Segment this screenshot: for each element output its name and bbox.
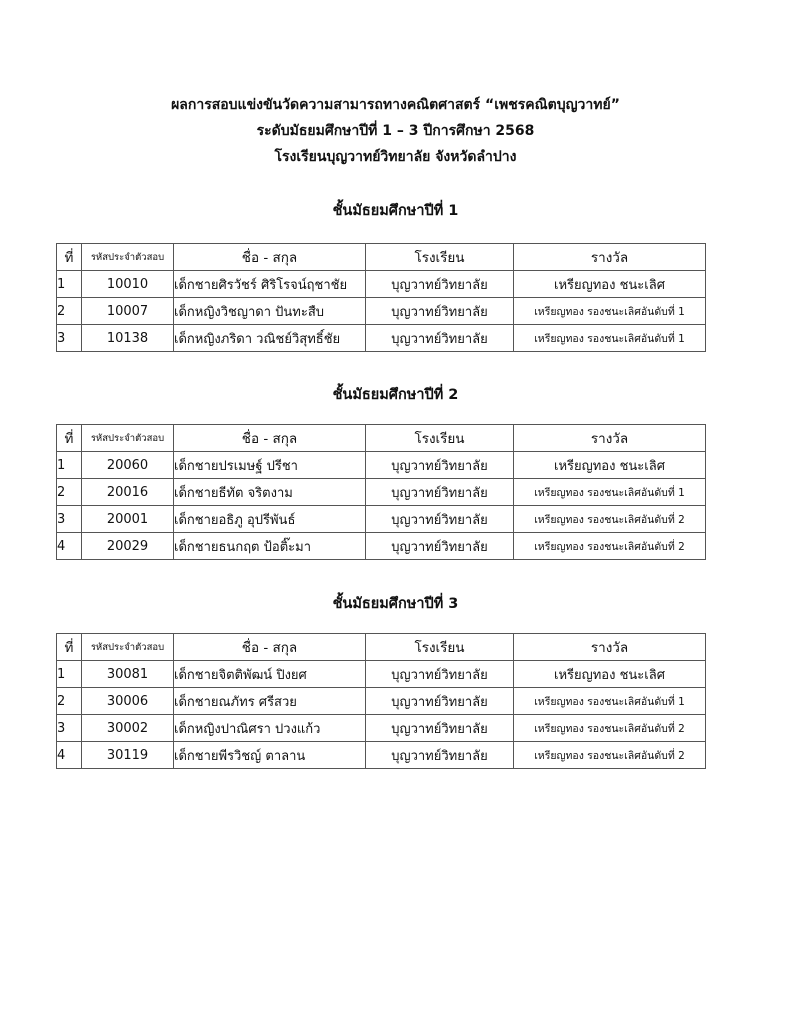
column-header-name: ชื่อ - สกุล (174, 425, 366, 452)
column-header-award: รางวัล (514, 634, 706, 661)
cell-code: 20029 (82, 533, 174, 560)
cell-award: เหรียญทอง รองชนะเลิศอันดับที่ 2 (514, 506, 706, 533)
cell-award: เหรียญทอง ชนะเลิศ (514, 661, 706, 688)
cell-school: บุญวาทย์วิทยาลัย (366, 661, 514, 688)
cell-code: 20060 (82, 452, 174, 479)
level-title: ชั้นมัธยมศึกษาปีที่ 2 (332, 387, 459, 403)
cell-code: 10007 (82, 298, 174, 325)
cell-code: 10010 (82, 271, 174, 298)
cell-no: 3 (57, 325, 82, 352)
cell-no: 1 (57, 271, 82, 298)
cell-name: เด็กชายอธิภู อุปรีพันธ์ (174, 506, 366, 533)
cell-name: เด็กชายปรเมษฐ์ ปรีชา (174, 452, 366, 479)
column-header-school: โรงเรียน (366, 425, 514, 452)
table-header-row (57, 634, 706, 661)
cell-award: เหรียญทอง รองชนะเลิศอันดับที่ 1 (514, 325, 706, 352)
cell-school: บุญวาทย์วิทยาลัย (366, 271, 514, 298)
column-header-award: รางวัล (514, 244, 706, 271)
cell-name: เด็กชายณภัทร ศรีสวย (174, 688, 366, 715)
cell-no: 2 (57, 298, 82, 325)
cell-code: 30002 (82, 715, 174, 742)
cell-school: บุญวาทย์วิทยาลัย (366, 325, 514, 352)
column-header-name: ชื่อ - สกุล (174, 634, 366, 661)
results-table (56, 633, 706, 769)
cell-award: เหรียญทอง รองชนะเลิศอันดับที่ 2 (514, 742, 706, 769)
column-header-school: โรงเรียน (366, 244, 514, 271)
cell-name: เด็กหญิงปาณิศรา ปวงแก้ว (174, 715, 366, 742)
level-title: ชั้นมัธยมศึกษาปีที่ 1 (332, 203, 459, 219)
cell-school: บุญวาทย์วิทยาลัย (366, 298, 514, 325)
table-row (57, 715, 706, 742)
table-row (57, 479, 706, 506)
school-and-province: โรงเรียนบุญวาทย์วิทยาลัย จังหวัดลำปาง (274, 149, 517, 165)
table-row (57, 742, 706, 769)
cell-no: 4 (57, 533, 82, 560)
cell-no: 1 (57, 452, 82, 479)
cell-name: เด็กชายพีรวิชญ์ ตาลาน (174, 742, 366, 769)
cell-name: เด็กหญิงวิชญาดา ปันทะสืบ (174, 298, 366, 325)
table-header-row (57, 244, 706, 271)
cell-no: 1 (57, 661, 82, 688)
cell-code: 30006 (82, 688, 174, 715)
cell-name: เด็กชายธนกฤต ป้อติ๊ะมา (174, 533, 366, 560)
cell-name: เด็กชายธีทัต จริตงาม (174, 479, 366, 506)
column-header-code: รหัสประจำตัวสอบ (82, 425, 174, 452)
column-header-code: รหัสประจำตัวสอบ (82, 634, 174, 661)
column-header-school: โรงเรียน (366, 634, 514, 661)
table-row (57, 298, 706, 325)
cell-school: บุญวาทย์วิทยาลัย (366, 688, 514, 715)
cell-award: เหรียญทอง รองชนะเลิศอันดับที่ 1 (514, 298, 706, 325)
cell-school: บุญวาทย์วิทยาลัย (366, 533, 514, 560)
cell-name: เด็กชายศิรวัชร์ ศิริโรจน์ฤชาชัย (174, 271, 366, 298)
cell-school: บุญวาทย์วิทยาลัย (366, 506, 514, 533)
cell-school: บุญวาทย์วิทยาลัย (366, 715, 514, 742)
cell-code: 20001 (82, 506, 174, 533)
cell-award: เหรียญทอง รองชนะเลิศอันดับที่ 2 (514, 715, 706, 742)
cell-code: 10138 (82, 325, 174, 352)
table-row (57, 506, 706, 533)
cell-no: 2 (57, 688, 82, 715)
column-header-award: รางวัล (514, 425, 706, 452)
cell-award: เหรียญทอง ชนะเลิศ (514, 271, 706, 298)
competition-title: ผลการสอบแข่งขันวัดความสามารถทางคณิตศาสตร์ “เพชรคณิตบุญวาทย์” (171, 97, 620, 113)
cell-code: 20016 (82, 479, 174, 506)
cell-no: 3 (57, 715, 82, 742)
column-header-no: ที่ (57, 425, 82, 452)
results-table (56, 424, 706, 560)
results-table (56, 243, 706, 352)
cell-no: 2 (57, 479, 82, 506)
table-row (57, 271, 706, 298)
table-row (57, 325, 706, 352)
cell-no: 3 (57, 506, 82, 533)
table-row (57, 533, 706, 560)
document-header (0, 92, 791, 170)
cell-award: เหรียญทอง รองชนะเลิศอันดับที่ 1 (514, 688, 706, 715)
cell-award: เหรียญทอง ชนะเลิศ (514, 452, 706, 479)
cell-name: เด็กชายจิตติพัฒน์ ปิงยศ (174, 661, 366, 688)
column-header-name: ชื่อ - สกุล (174, 244, 366, 271)
cell-code: 30081 (82, 661, 174, 688)
column-header-no: ที่ (57, 634, 82, 661)
table-row (57, 661, 706, 688)
cell-school: บุญวาทย์วิทยาลัย (366, 452, 514, 479)
level-title: ชั้นมัธยมศึกษาปีที่ 3 (332, 596, 459, 612)
column-header-code: รหัสประจำตัวสอบ (82, 244, 174, 271)
column-header-no: ที่ (57, 244, 82, 271)
cell-name: เด็กหญิงภริดา วณิชย์วิสุทธิ์ชัย (174, 325, 366, 352)
table-header-row (57, 425, 706, 452)
cell-no: 4 (57, 742, 82, 769)
cell-award: เหรียญทอง รองชนะเลิศอันดับที่ 1 (514, 479, 706, 506)
cell-school: บุญวาทย์วิทยาลัย (366, 742, 514, 769)
table-row (57, 452, 706, 479)
level-and-year: ระดับมัธยมศึกษาปีที่ 1 – 3 ปีการศึกษา 2568 (256, 123, 535, 139)
cell-code: 30119 (82, 742, 174, 769)
cell-school: บุญวาทย์วิทยาลัย (366, 479, 514, 506)
cell-award: เหรียญทอง รองชนะเลิศอันดับที่ 2 (514, 533, 706, 560)
table-row (57, 688, 706, 715)
